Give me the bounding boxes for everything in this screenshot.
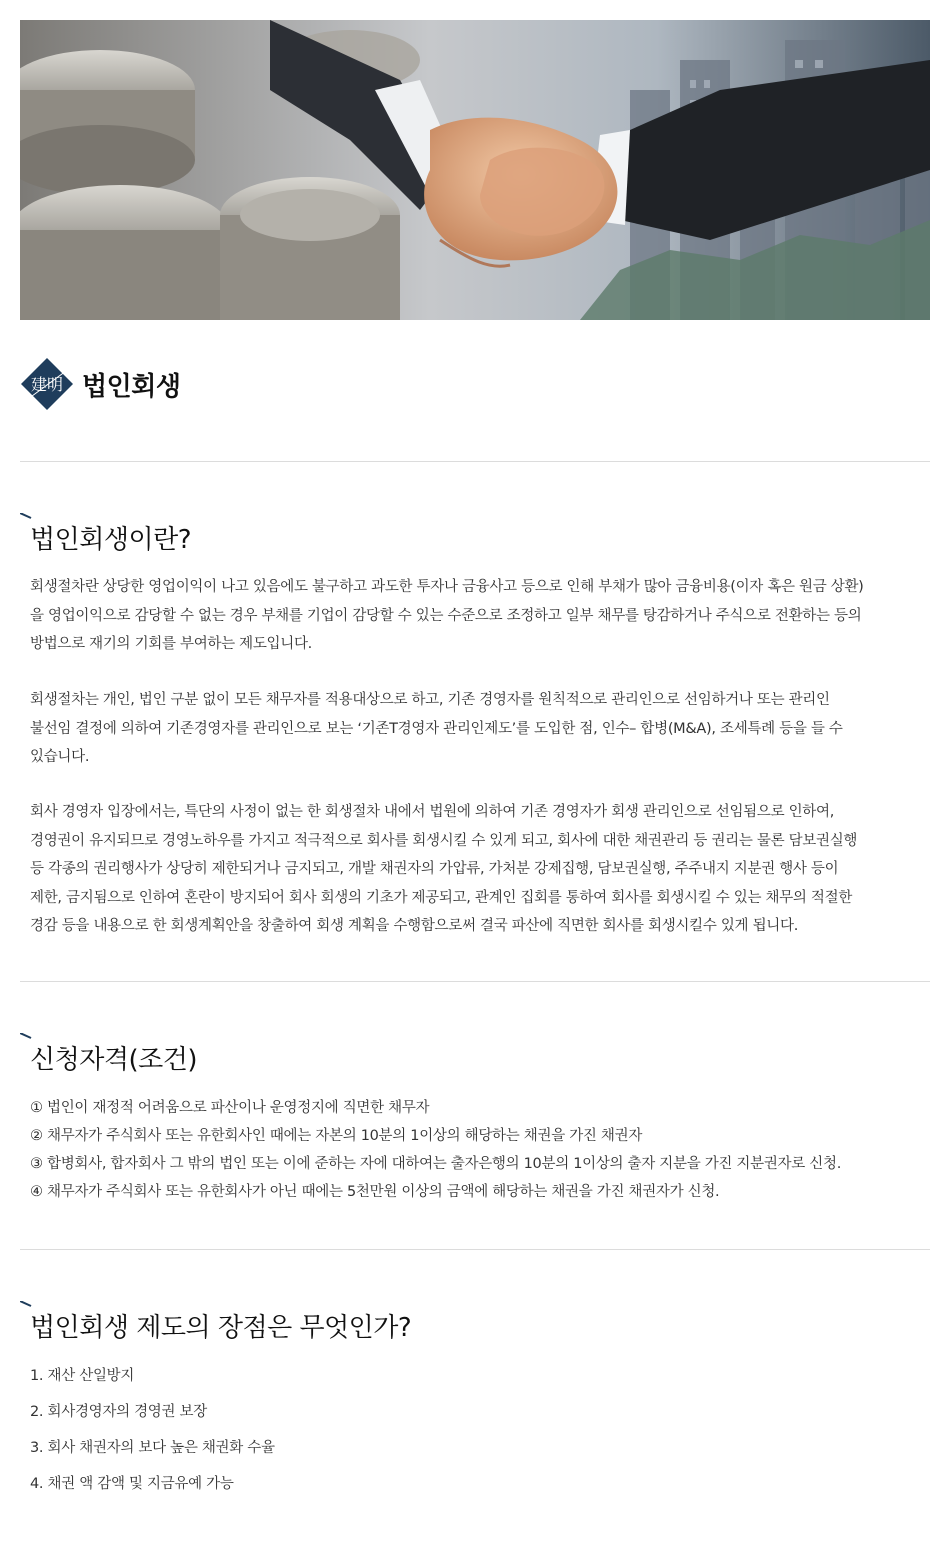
eligibility-list (30, 1094, 841, 1206)
intro-paragraph-3: 회사 경영자 입장에서는, 특단의 사정이 없는 한 회생절차 내에서 법원에 의하여 기존 경영자가 회생 관리인으로 선임됨으로 인하여, 경영권이 유지되므로 경영노하우를 가지고 적극적으로 회사를 회생시킬 수 있게 되고, 회사에 대한 채권관리 등 권리는 물론 담보권실행 등 각종의 권리행사가 상당히 제한되거나 금지되고, 개발 채권자의 가압류, 가처분 강제집행, 담보권실행, 주주내지 지분권 행사 등이 제한, 금지됨으로 인하여 혼란이 방지되어 회사 회생의 기초가 제공되고, 관계인 집회를 통하여 회사를 회생시킬 수 있는 채무의 적절한 경감 등을 내용으로 한 회생계획안을 창출하여 회생 계획을 수행함으로써 결국 파산에 직면한 회사를 회생시킬수 있게 됩니다. (30, 804, 858, 934)
firm-logo-icon (20, 357, 74, 411)
divider (20, 461, 930, 462)
intro-paragraph-1: 회생절차란 상당한 영업이익이 나고 있음에도 불구하고 과도한 투자나 금융사고 등으로 인해 부채가 많아 금융비용(이자 혹은 원금 상환) 을 영업이익으로 감당할 수 없는 경우 부채를 기업이 감당할 수 있는 수준으로 조정하고 일부 채무를 탕감하거나 주식으로 전환하는 등의 방법으로 재기의 기회를 부여하는 제도입니다. (30, 579, 864, 652)
page-header (20, 356, 180, 412)
svg-text:建明: 建明 (30, 375, 64, 394)
list-item: ③ 합병회사, 합자회사 그 밖의 법인 또는 이에 준하는 자에 대하여는 출자은행의 10분의 1이상의 출자 지분을 가진 지분권자로 신청. (30, 1156, 842, 1172)
intro-paragraph-2: 회생절차는 개인, 법인 구분 없이 모든 채무자를 적용대상으로 하고, 기존 경영자를 원칙적으로 관리인으로 선임하거나 또는 관리인 불선임 결정에 의하여 기존경영자를 관리인으로 보는 ‘기존T경영자 관리인제도’를 도입한 점, 인수– 합병(M&A), 조세특례 등을 들 수 있습니다. (30, 692, 843, 765)
section-title-eligibility: 신청자격(조건) (30, 1045, 197, 1075)
list-item: ① 법인이 재정적 어려움으로 파산이나 운영정지에 직면한 채무자 (30, 1100, 430, 1116)
page-title: 법인회생 (82, 371, 181, 402)
list-item: ② 채무자가 주식회사 또는 유한회사인 때에는 자본의 10분의 1이상의 해당하는 채권을 가진 채권자 (30, 1128, 643, 1144)
divider (20, 1249, 930, 1250)
banner-image (20, 20, 930, 320)
list-item: 2. 회사경영자의 경영권 보장 (30, 1404, 207, 1420)
list-item: 3. 회사 채권자의 보다 높은 채권화 수율 (30, 1440, 275, 1456)
divider (20, 981, 930, 982)
list-item: ④ 채무자가 주식회사 또는 유한회사가 아닌 때에는 5천만원 이상의 금액에 해당하는 채권을 가진 채권자가 신청. (30, 1184, 720, 1200)
advantages-list (30, 1358, 275, 1502)
list-item: 1. 재산 산일방지 (30, 1368, 135, 1384)
section-title-intro: 법인회생이란? (30, 525, 191, 555)
list-item: 4. 채권 액 감액 및 지금유예 가능 (30, 1476, 234, 1492)
section-title-advantages: 법인회생 제도의 장점은 무엇인가? (30, 1313, 412, 1343)
